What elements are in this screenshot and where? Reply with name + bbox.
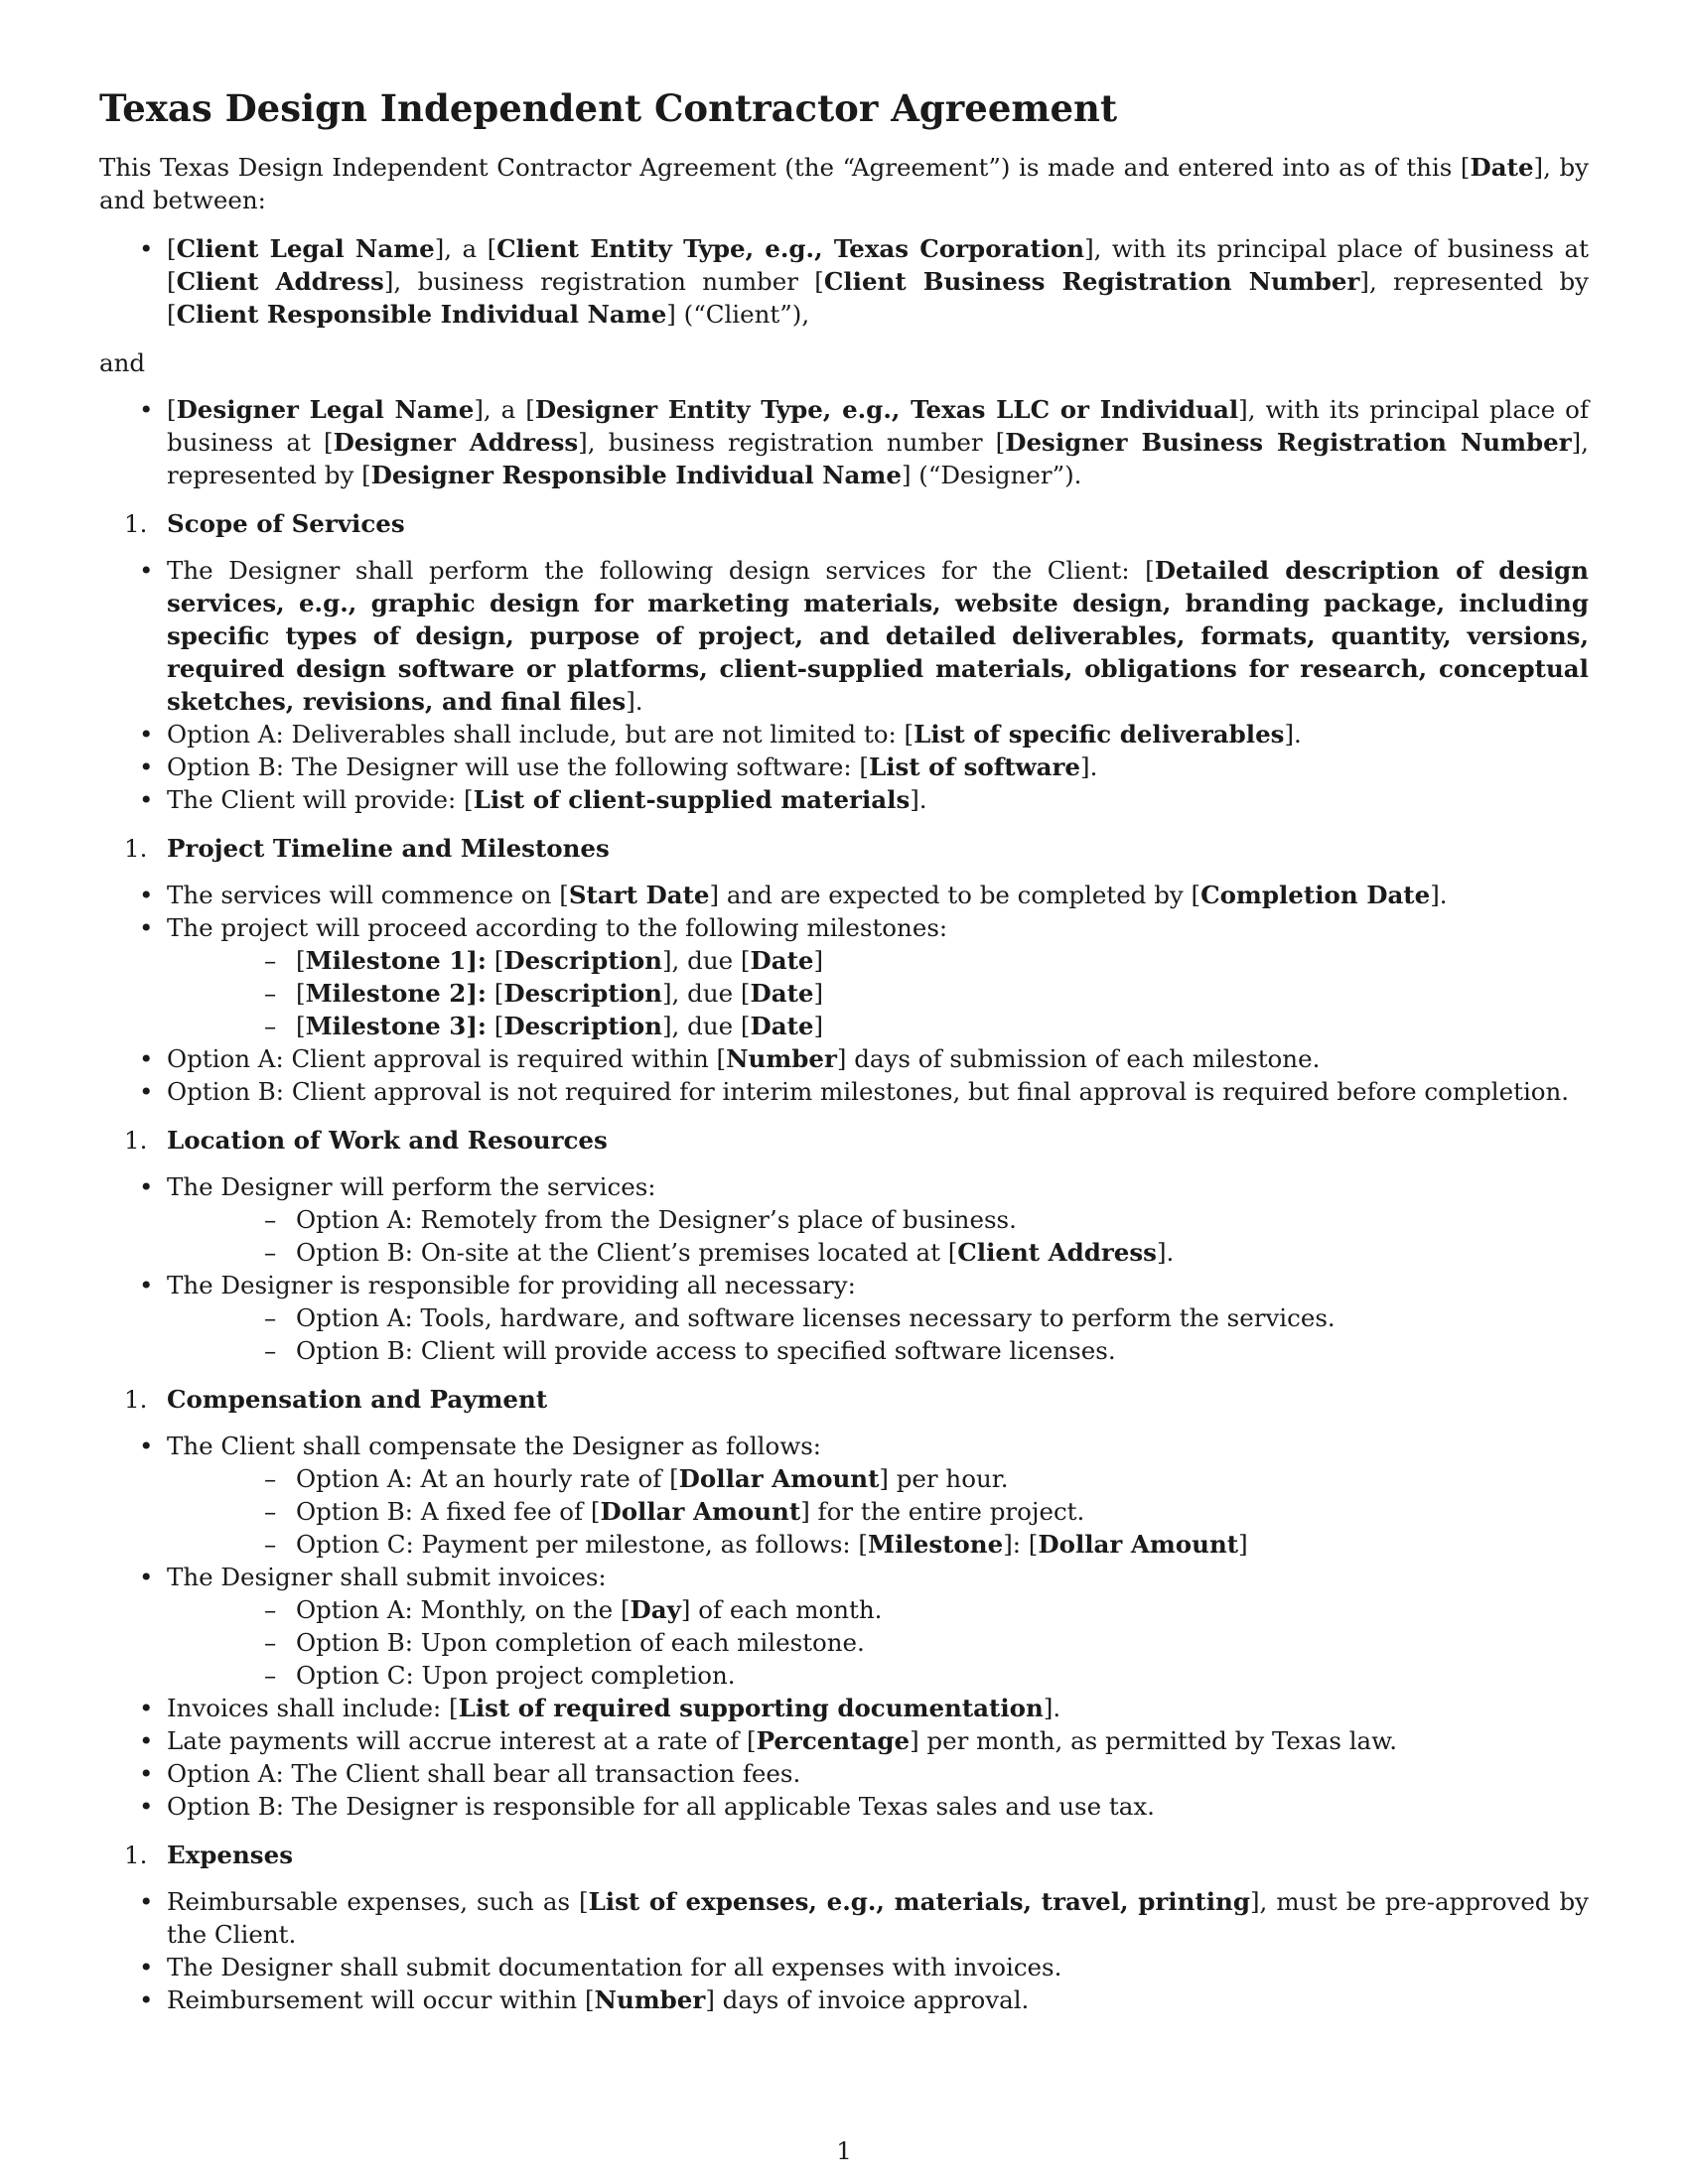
milestone-list	[167, 944, 1589, 1042]
list-item: • Option A: Deliverables shall include, but are not limited to: [List of specific deliverables].	[99, 718, 1589, 751]
client-party-item: • [Client Legal Name], a [Client Entity Type, e.g., Texas Corporation], with its principal place of business at [Client Address], business registration number [Client Business Registration Number], represented by [Client Responsible Individual Name] (“Client”),	[99, 232, 1589, 331]
milestone-item: – [Milestone 3]: [Description], due [Date]	[167, 1010, 1589, 1042]
sub-item: – Option A: Tools, hardware, and software licenses necessary to perform the services.	[167, 1301, 1589, 1334]
milestone-item: – [Milestone 2]: [Description], due [Date]	[167, 977, 1589, 1010]
sub-item: – Option B: Client will provide access to specified software licenses.	[167, 1334, 1589, 1367]
location-list	[99, 1170, 1589, 1367]
scope-list	[99, 554, 1589, 816]
section-heading-expenses: 1. Expenses	[124, 1841, 293, 1869]
list-item: • Option A: The Client shall bear all transaction fees.	[99, 1757, 1589, 1790]
section-heading-scope: 1. Scope of Services	[124, 509, 405, 538]
list-item: • Invoices shall include: [List of required supporting documentation].	[99, 1692, 1589, 1724]
sub-item: – Option C: Payment per milestone, as follows: [Milestone]: [Dollar Amount]	[167, 1528, 1589, 1561]
list-item: • The Designer shall perform the following design services for the Client: [Detailed description of design services, e.g., graphic design for marketing materials, website design, branding package, including specific types of design, purpose of project, and detailed deliverables, formats, quantity, versions, required design software or platforms, client-supplied materials, obligations for research, conceptual sketches, revisions, and final files].	[99, 554, 1589, 718]
designer-party-item: • [Designer Legal Name], a [Designer Entity Type, e.g., Texas LLC or Individual], with its principal place of business at [Designer Address], business registration number [Designer Business Registration Number], represented by [Designer Responsible Individual Name] (“Designer”).	[99, 393, 1589, 491]
intro-paragraph: This Texas Design Independent Contractor Agreement (the “Agreement”) is made and entered into as of this [Date], by and between:	[99, 153, 1589, 214]
sub-item: – Option C: Upon project completion.	[167, 1659, 1589, 1692]
sub-item: – Option A: Monthly, on the [Day] of each month.	[167, 1593, 1589, 1626]
list-item: • Option B: Client approval is not required for interim milestones, but final approval is required before completion.	[99, 1075, 1589, 1108]
section-heading-timeline: 1. Project Timeline and Milestones	[124, 834, 610, 863]
sub-item: – Option B: Upon completion of each milestone.	[167, 1626, 1589, 1659]
list-item: • The services will commence on [Start Date] and are expected to be completed by [Completion Date].	[99, 879, 1589, 911]
document-title: Texas Design Independent Contractor Agreement	[99, 86, 1118, 130]
sub-list	[167, 1301, 1589, 1367]
sub-list	[167, 1203, 1589, 1269]
list-item: • Reimbursement will occur within [Number] days of invoice approval.	[99, 1983, 1589, 2016]
list-item: • Late payments will accrue interest at a rate of [Percentage] per month, as permitted by Texas law.	[99, 1724, 1589, 1757]
list-item: • The Designer will perform the services: – Option A: Remotely from the Designer’s place of business. – Option B: On-site at the Client’s premises located at [Client Address].	[99, 1170, 1589, 1269]
designer-party-list	[99, 393, 1589, 491]
timeline-list	[99, 879, 1589, 1108]
section-heading-compensation: 1. Compensation and Payment	[124, 1385, 548, 1414]
sub-list	[167, 1593, 1589, 1692]
list-item: • The Designer shall submit invoices: – Option A: Monthly, on the [Day] of each month. – Option B: Upon completion of each milestone. – Option C: Upon project completion.	[99, 1561, 1589, 1692]
list-item: • Option B: The Designer will use the following software: [List of software].	[99, 751, 1589, 783]
list-item: • Option B: The Designer is responsible for all applicable Texas sales and use tax.	[99, 1790, 1589, 1823]
sub-item: – Option B: A fixed fee of [Dollar Amount] for the entire project.	[167, 1495, 1589, 1528]
list-item: • The Designer shall submit documentation for all expenses with invoices.	[99, 1951, 1589, 1983]
milestone-item: – [Milestone 1]: [Description], due [Date]	[167, 944, 1589, 977]
sub-item: – Option A: At an hourly rate of [Dollar Amount] per hour.	[167, 1462, 1589, 1495]
sub-item: – Option B: On-site at the Client’s premises located at [Client Address].	[167, 1236, 1589, 1269]
and-connector: and	[99, 348, 146, 377]
client-party-list	[99, 232, 1589, 331]
document-page	[99, 85, 1589, 2016]
list-item: • The Client shall compensate the Designer as follows: – Option A: At an hourly rate of [Dollar Amount] per hour. – Option B: A fixed fee of [Dollar Amount] for the entire project. – Option C: Payment per milestone, as follows: [Milestone]: [Dollar Amount]	[99, 1430, 1589, 1561]
list-item: • The Designer is responsible for providing all necessary: – Option A: Tools, hardware, and software licenses necessary to perform the services. – Option B: Client will provide access to specified software licenses.	[99, 1269, 1589, 1367]
list-item: • The project will proceed according to the following milestones: – [Milestone 1]: [Description], due [Date] – [Milestone 2]: [Description], due [Date] – [Milestone 3]: [Description], due [Date]	[99, 911, 1589, 1042]
list-item: • The Client will provide: [List of client-supplied materials].	[99, 783, 1589, 816]
list-item: • Option A: Client approval is required within [Number] days of submission of each milestone.	[99, 1042, 1589, 1075]
section-heading-location: 1. Location of Work and Resources	[124, 1126, 608, 1155]
compensation-list	[99, 1430, 1589, 1823]
expenses-list	[99, 1885, 1589, 2016]
list-item: • Reimbursable expenses, such as [List of expenses, e.g., materials, travel, printing], must be pre-approved by the Client.	[99, 1885, 1589, 1951]
sub-item: – Option A: Remotely from the Designer’s place of business.	[167, 1203, 1589, 1236]
sub-list	[167, 1462, 1589, 1561]
page-number: 1	[836, 2136, 852, 2165]
